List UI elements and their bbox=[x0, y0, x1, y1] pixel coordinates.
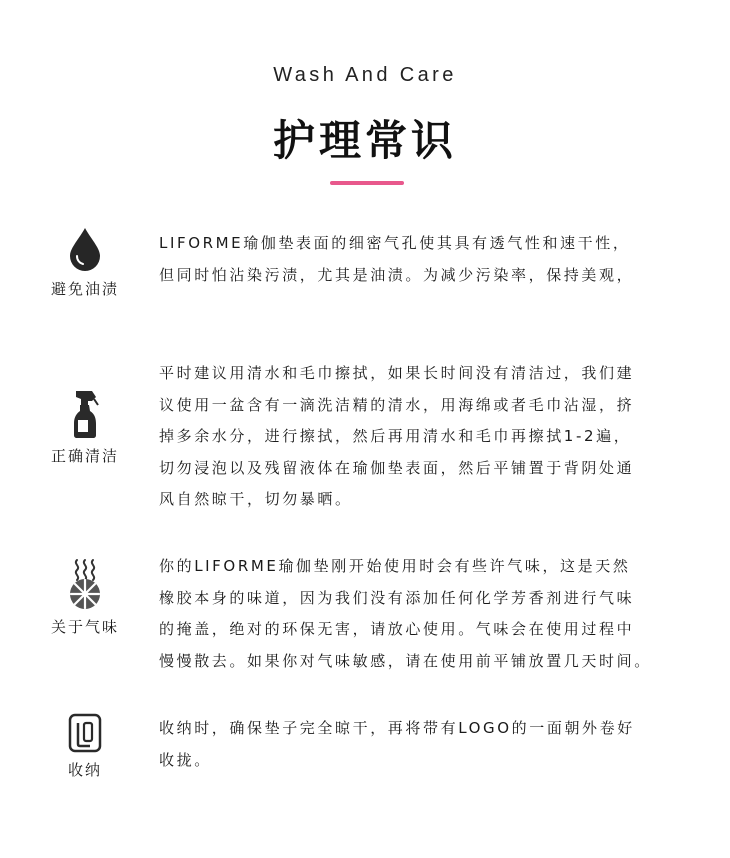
body-line: 切勿浸泡以及残留液体在瑜伽垫表面，然后平铺置于背阴处通 bbox=[159, 458, 635, 477]
section-body bbox=[159, 228, 704, 291]
section-body bbox=[159, 358, 704, 516]
section-body bbox=[159, 551, 704, 677]
body-line: 平时建议用清水和毛巾擦拭，如果长时间没有清洁过，我们建 bbox=[159, 364, 635, 382]
section-label: 正确清洁 bbox=[50, 447, 119, 465]
body-line: 橡胶本身的味道，因为我们没有添加任何化学芳香剂进行气味 bbox=[159, 588, 635, 607]
body-line: 收拢。 bbox=[159, 750, 212, 769]
odor-icon bbox=[67, 558, 103, 610]
accent-divider bbox=[330, 181, 404, 185]
body-line: 但同时怕沾染污渍，尤其是油渍。为减少污染率，保持美观， bbox=[159, 265, 635, 284]
body-line: 议使用一盆含有一滴洗洁精的清水，用海绵或者毛巾沾湿，挤 bbox=[159, 395, 635, 414]
section-label: 避免油渍 bbox=[50, 280, 119, 298]
body-line: LIFORME瑜伽垫表面的细密气孔使其具有透气性和速干性， bbox=[159, 234, 631, 252]
body-line: 风自然晾干，切勿暴晒。 bbox=[159, 490, 353, 508]
body-line: 掉多余水分，进行擦拭，然后再用清水和毛巾再擦拭1-2遍， bbox=[159, 427, 632, 445]
water-drop-icon bbox=[68, 226, 102, 272]
body-line: 收纳时，确保垫子完全晾干，再将带有LOGO的一面朝外卷好 bbox=[159, 719, 635, 737]
body-line: 你的LIFORME瑜伽垫刚开始使用时会有些许气味，这是天然 bbox=[159, 557, 631, 575]
body-line: 慢慢散去。如果你对气味敏感，请在使用前平铺放置几天时间。 bbox=[159, 651, 652, 670]
icon-block-avoid-oil bbox=[40, 226, 130, 299]
spray-bottle-icon bbox=[68, 389, 102, 439]
section-body bbox=[159, 713, 704, 776]
page-subtitle: Wash And Care bbox=[273, 64, 457, 86]
body-line: 的掩盖，绝对的环保无害，请放心使用。气味会在使用过程中 bbox=[159, 620, 635, 638]
page-title: 护理常识 bbox=[272, 116, 457, 165]
icon-block-cleaning bbox=[40, 389, 130, 466]
icon-block-odor bbox=[40, 558, 130, 637]
rolled-mat-icon bbox=[68, 713, 102, 753]
icon-block-storage bbox=[40, 713, 130, 780]
section-label: 关于气味 bbox=[50, 618, 119, 636]
section-label: 收纳 bbox=[67, 761, 102, 779]
